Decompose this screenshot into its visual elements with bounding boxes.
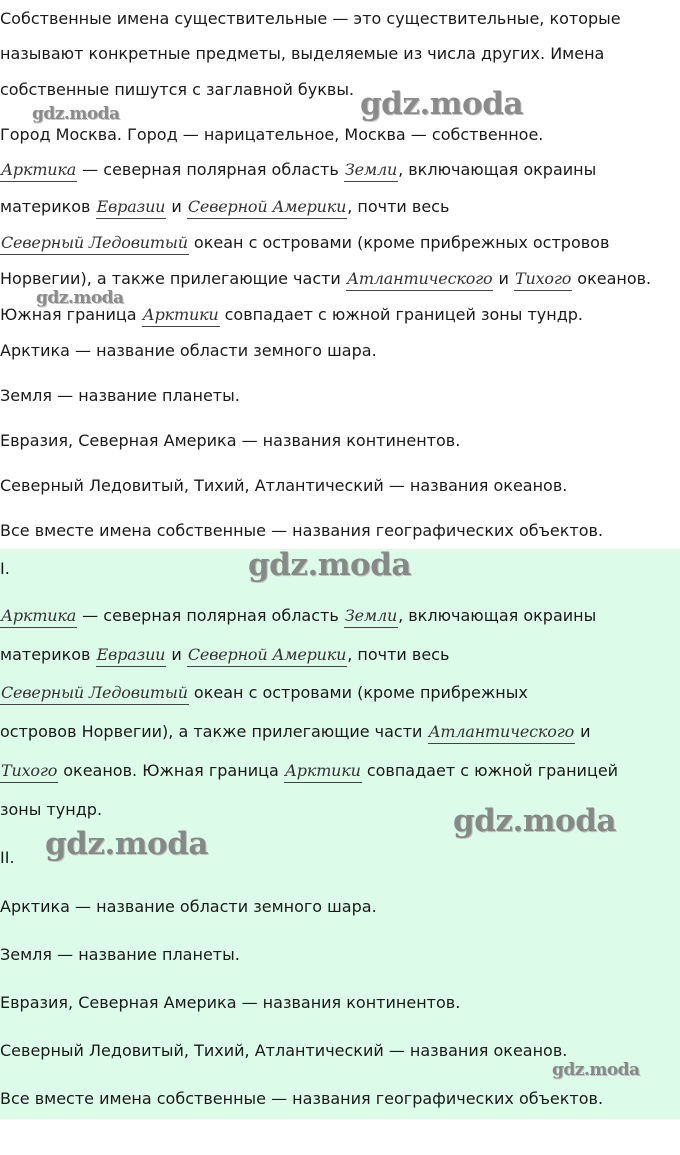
text-line: островов Норвегии), а также прилегающие части Атлантического и [0, 722, 591, 742]
text-line: материков Евразии и Северной Америки, почти весь [0, 645, 449, 665]
section-label-1: I. [0, 559, 10, 578]
text-line: Северный Ледовитый океан с островами (кроме прибрежных [0, 683, 528, 703]
definition-line-3: собственные пишутся с заглавной буквы. [0, 80, 355, 99]
handwritten-word: Арктики [142, 305, 220, 327]
text-line: материков Евразии и Северной Америки, почти весь [0, 197, 449, 217]
handwritten-word: Тихого [514, 269, 572, 291]
handwritten-word: Евразии [96, 645, 167, 667]
fact-line: Земля — название планеты. [0, 945, 240, 964]
fact-line: Земля — название планеты. [0, 386, 240, 405]
handwritten-word: Тихого [0, 761, 58, 783]
fact-line: Евразия, Северная Америка — названия континентов. [0, 431, 461, 450]
handwritten-word: Атлантического [346, 269, 494, 291]
handwritten-word: Северный Ледовитый [0, 683, 189, 705]
section-label-2: II. [0, 848, 15, 867]
definition-line-1: Собственные имена существительные — это существительные, которые [0, 9, 621, 28]
watermark: gdz.moda [45, 826, 208, 862]
watermark: gdz.moda [552, 1060, 640, 1080]
text-line: зоны тундр. [0, 800, 103, 819]
handwritten-word: Земли [344, 160, 398, 182]
watermark: gdz.moda [248, 547, 411, 583]
text-line: Тихого океанов. Южная граница Арктики совпадает с южной границей [0, 761, 618, 781]
handwritten-word: Земли [344, 606, 398, 628]
watermark: gdz.moda [360, 86, 523, 122]
handwritten-word: Арктики [284, 761, 362, 783]
handwritten-word: Евразии [96, 197, 167, 219]
fact-line: Северный Ледовитый, Тихий, Атлантический — названия океанов. [0, 476, 568, 495]
fact-line: Арктика — название области земного шара. [0, 341, 377, 360]
watermark: gdz.moda [453, 803, 616, 839]
watermark: gdz.moda [32, 104, 120, 124]
fact-line: Евразия, Северная Америка — названия континентов. [0, 993, 461, 1012]
handwritten-word: Атлантического [428, 722, 576, 744]
example-line: Город Москва. Город — нарицательное, Москва — собственное. [0, 125, 544, 144]
watermark: gdz.moda [36, 288, 124, 308]
fact-line: Арктика — название области земного шара. [0, 897, 377, 916]
fact-line: Северный Ледовитый, Тихий, Атлантический — названия океанов. [0, 1041, 568, 1060]
handwritten-word: Арктика [0, 160, 77, 182]
text-line: Северный Ледовитый океан с островами (кроме прибрежных островов [0, 233, 609, 253]
text-line: Арктика — северная полярная область Земли, включающая окраины [0, 160, 596, 180]
definition-line-2: называют конкретные предметы, выделяемые из числа других. Имена [0, 44, 605, 63]
handwritten-word: Северный Ледовитый [0, 233, 189, 255]
fact-line: Все вместе имена собственные — названия географических объектов. [0, 1089, 604, 1108]
handwritten-word: Северной Америки [187, 645, 347, 667]
handwritten-word: Северной Америки [187, 197, 347, 219]
fact-line: Все вместе имена собственные — названия географических объектов. [0, 521, 604, 540]
text-line: Норвегии), а также прилегающие части Атлантического и Тихого океанов. [0, 269, 651, 289]
text-line: Южная граница Арктики совпадает с южной границей зоны тундр. [0, 305, 583, 325]
handwritten-word: Арктика [0, 606, 77, 628]
text-line: Арктика — северная полярная область Земли, включающая окраины [0, 606, 596, 626]
